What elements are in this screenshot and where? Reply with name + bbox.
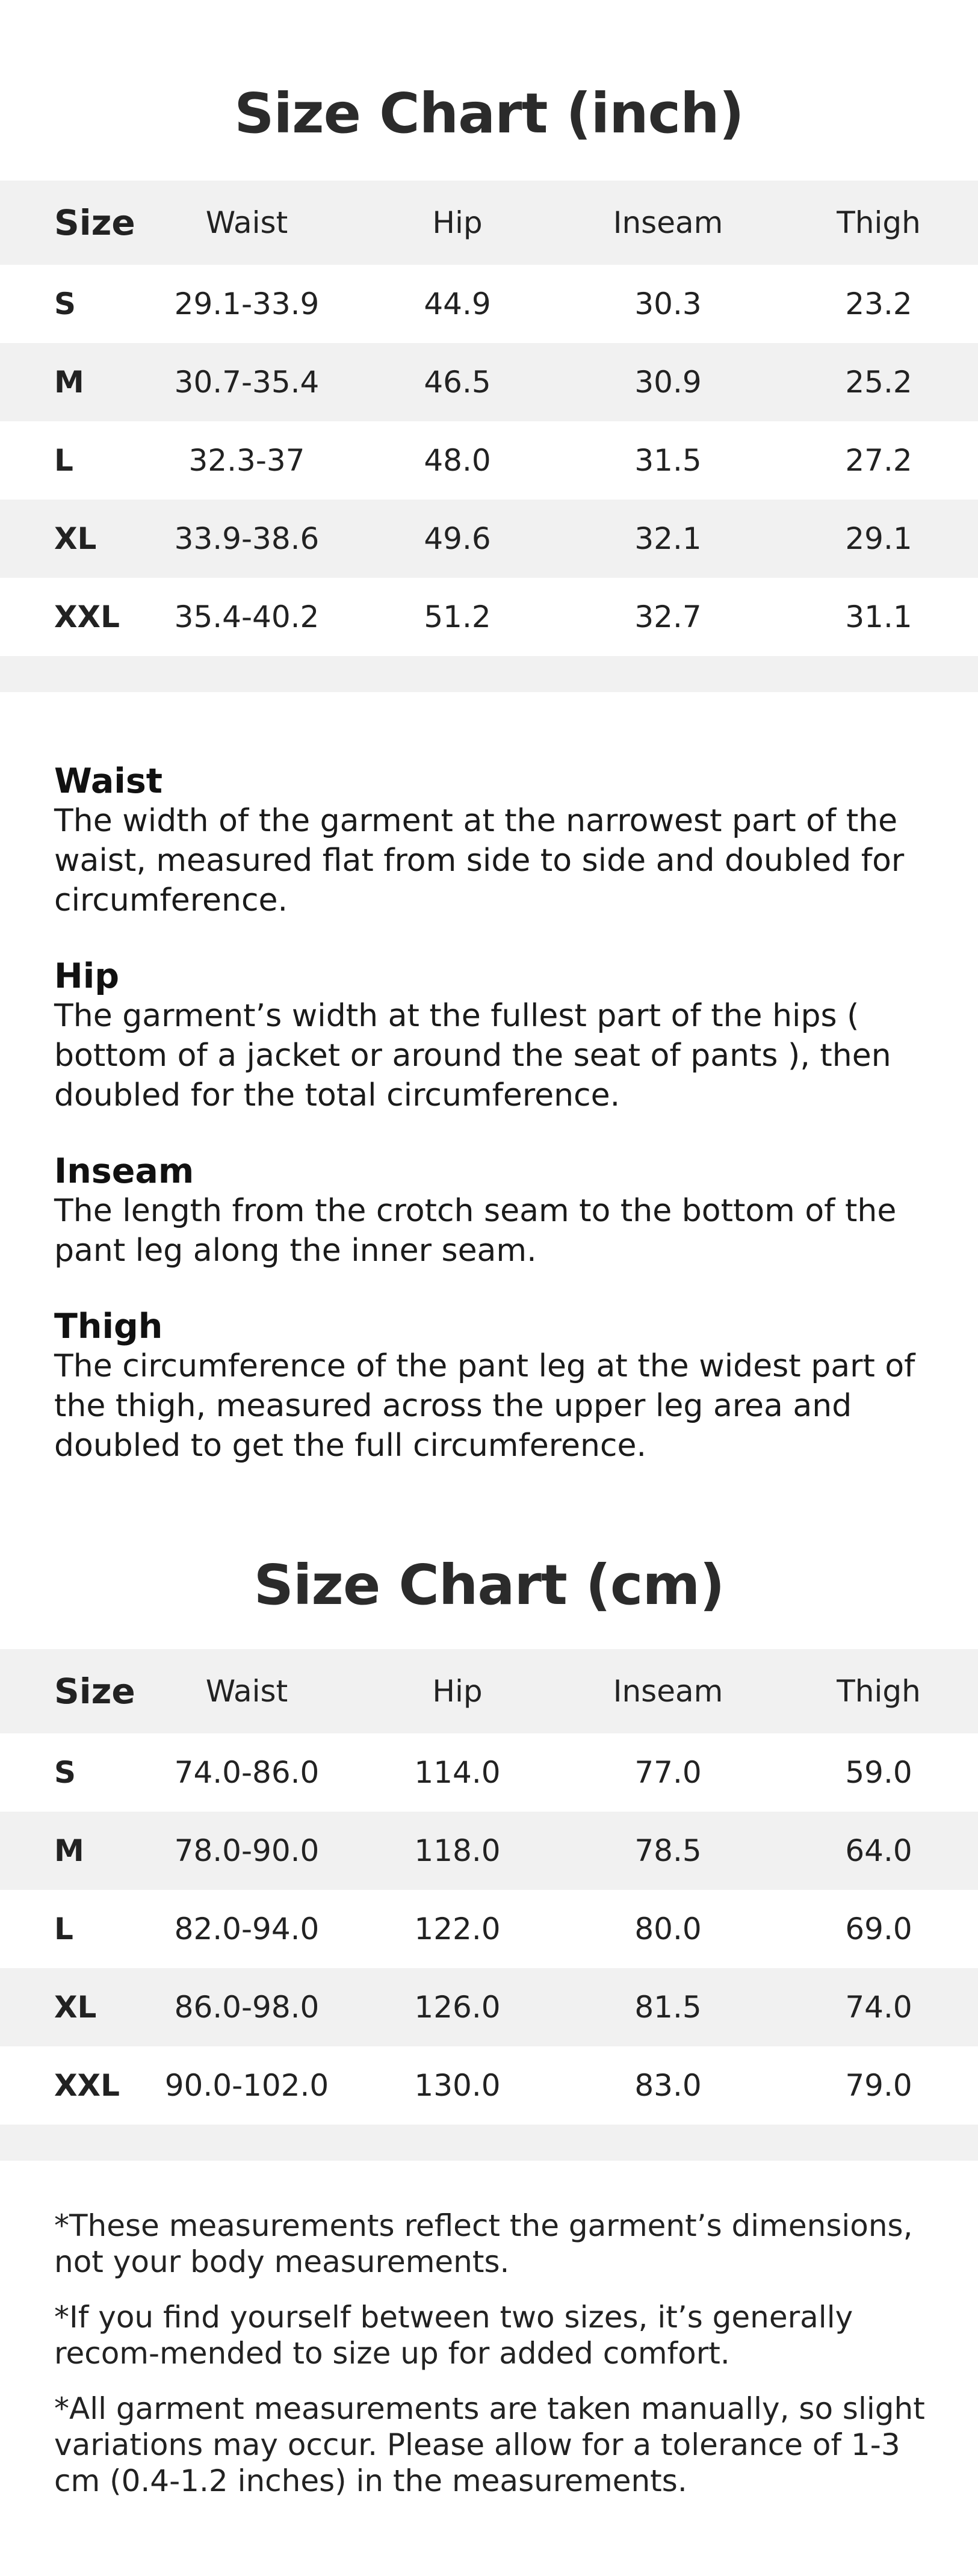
- row-thigh: 23.2: [845, 286, 912, 321]
- row-waist: 82.0-94.0: [174, 1912, 320, 1946]
- definition-term: Thigh: [54, 1307, 163, 1346]
- definition-term: Hip: [54, 956, 120, 996]
- row-waist: 33.9-38.6: [174, 521, 320, 556]
- row-size: S: [54, 286, 76, 321]
- measurement-definitions: [54, 761, 933, 1502]
- row-hip: 48.0: [424, 443, 491, 478]
- definition-text: The circumference of the pant leg at the widest part of the thigh, measured across the upper leg area and doubled to get the full circumference.: [54, 1348, 915, 1464]
- table-row: [0, 1968, 978, 2046]
- row-thigh: 74.0: [845, 1990, 912, 2025]
- row-waist: 29.1-33.9: [174, 286, 320, 321]
- row-size: XXL: [54, 2068, 120, 2103]
- table-row: [0, 421, 978, 500]
- size-chart-cm-table: [0, 1649, 978, 2161]
- header-thigh: Thigh: [837, 1674, 921, 1709]
- row-hip: 122.0: [414, 1912, 501, 1946]
- row-thigh: 25.2: [845, 365, 912, 400]
- definition-text: The garment’s width at the fullest part of the hips ( bottom of a jacket or around the seat of pants ), then doubled for the total circumference.: [54, 998, 891, 1113]
- row-waist: 74.0-86.0: [174, 1755, 320, 1790]
- row-inseam: 32.7: [634, 599, 702, 634]
- table-row: [0, 1733, 978, 1812]
- table-row: [0, 1890, 978, 1968]
- row-size: XL: [54, 1990, 97, 2025]
- row-hip: 44.9: [424, 286, 491, 321]
- size-chart-cm-title: Size Chart (cm): [253, 1553, 725, 1617]
- row-thigh: 64.0: [845, 1833, 912, 1868]
- row-inseam: 30.3: [634, 286, 702, 321]
- row-size: L: [54, 1912, 73, 1946]
- note-item: *If you find yourself between two sizes, it’s generally recom-mended to size up for added comfort.: [54, 2300, 853, 2371]
- row-size: L: [54, 443, 73, 478]
- header-size: Size: [54, 202, 135, 243]
- definition-term: Waist: [54, 761, 163, 801]
- header-inseam: Inseam: [613, 1674, 723, 1709]
- row-inseam: 32.1: [634, 521, 702, 556]
- row-thigh: 79.0: [845, 2068, 912, 2103]
- row-hip: 46.5: [424, 365, 491, 400]
- row-hip: 130.0: [414, 2068, 501, 2103]
- row-thigh: 59.0: [845, 1755, 912, 1790]
- table-row: [0, 2046, 978, 2125]
- row-inseam: 83.0: [634, 2068, 702, 2103]
- row-size: XL: [54, 521, 97, 556]
- row-inseam: 81.5: [634, 1990, 702, 2025]
- size-chart-inch-title: Size Chart (inch): [234, 81, 744, 146]
- header-hip: Hip: [432, 205, 483, 240]
- definition-text: The width of the garment at the narrowest part of the waist, measured flat from side to side and doubled for circumference.: [54, 803, 905, 918]
- header-waist: Waist: [205, 205, 288, 240]
- row-size: M: [54, 365, 84, 400]
- row-waist: 30.7-35.4: [174, 365, 320, 400]
- row-waist: 78.0-90.0: [174, 1833, 320, 1868]
- row-size: S: [54, 1755, 76, 1790]
- row-thigh: 69.0: [845, 1912, 912, 1946]
- row-waist: 35.4-40.2: [174, 599, 320, 634]
- row-waist: 86.0-98.0: [174, 1990, 320, 2025]
- row-inseam: 77.0: [634, 1755, 702, 1790]
- row-inseam: 78.5: [634, 1833, 702, 1868]
- note-item: *These measurements reflect the garment’s dimensions, not your body measurements.: [54, 2208, 913, 2279]
- row-hip: 49.6: [424, 521, 491, 556]
- row-size: M: [54, 1833, 84, 1868]
- table-footer-band: [0, 2125, 978, 2161]
- table-row: [0, 500, 978, 578]
- header-size: Size: [54, 1671, 135, 1712]
- row-thigh: 29.1: [845, 521, 912, 556]
- definition-waist: [54, 761, 933, 920]
- row-inseam: 30.9: [634, 365, 702, 400]
- header-thigh: Thigh: [837, 205, 921, 240]
- row-hip: 118.0: [414, 1833, 501, 1868]
- row-waist: 32.3-37: [188, 443, 305, 478]
- table-footer-band: [0, 656, 978, 692]
- header-waist: Waist: [205, 1674, 288, 1709]
- definition-term: Inseam: [54, 1151, 194, 1191]
- row-thigh: 27.2: [845, 443, 912, 478]
- table-row: [0, 1812, 978, 1890]
- table-header-row: [0, 181, 978, 265]
- definition-thigh: [54, 1307, 933, 1466]
- definition-inseam: [54, 1151, 933, 1271]
- definition-text: The length from the crotch seam to the bottom of the pant leg along the inner seam.: [54, 1193, 897, 1269]
- measurement-notes: [54, 2208, 933, 2518]
- header-inseam: Inseam: [613, 205, 723, 240]
- row-hip: 51.2: [424, 599, 491, 634]
- table-row: [0, 343, 978, 421]
- table-row: [0, 265, 978, 343]
- table-header-row: [0, 1649, 978, 1733]
- note-item: *All garment measurements are taken manually, so slight variations may occur. Please allow for a tolerance of 1-3 cm (0.4-1.2 inches) in the measurements.: [54, 2391, 925, 2498]
- table-row: [0, 578, 978, 656]
- row-size: XXL: [54, 599, 120, 634]
- row-hip: 126.0: [414, 1990, 501, 2025]
- definition-hip: [54, 956, 933, 1115]
- header-hip: Hip: [432, 1674, 483, 1709]
- row-inseam: 80.0: [634, 1912, 702, 1946]
- row-waist: 90.0-102.0: [164, 2068, 329, 2103]
- row-inseam: 31.5: [634, 443, 702, 478]
- row-thigh: 31.1: [845, 599, 912, 634]
- row-hip: 114.0: [414, 1755, 501, 1790]
- size-chart-inch-table: [0, 181, 978, 692]
